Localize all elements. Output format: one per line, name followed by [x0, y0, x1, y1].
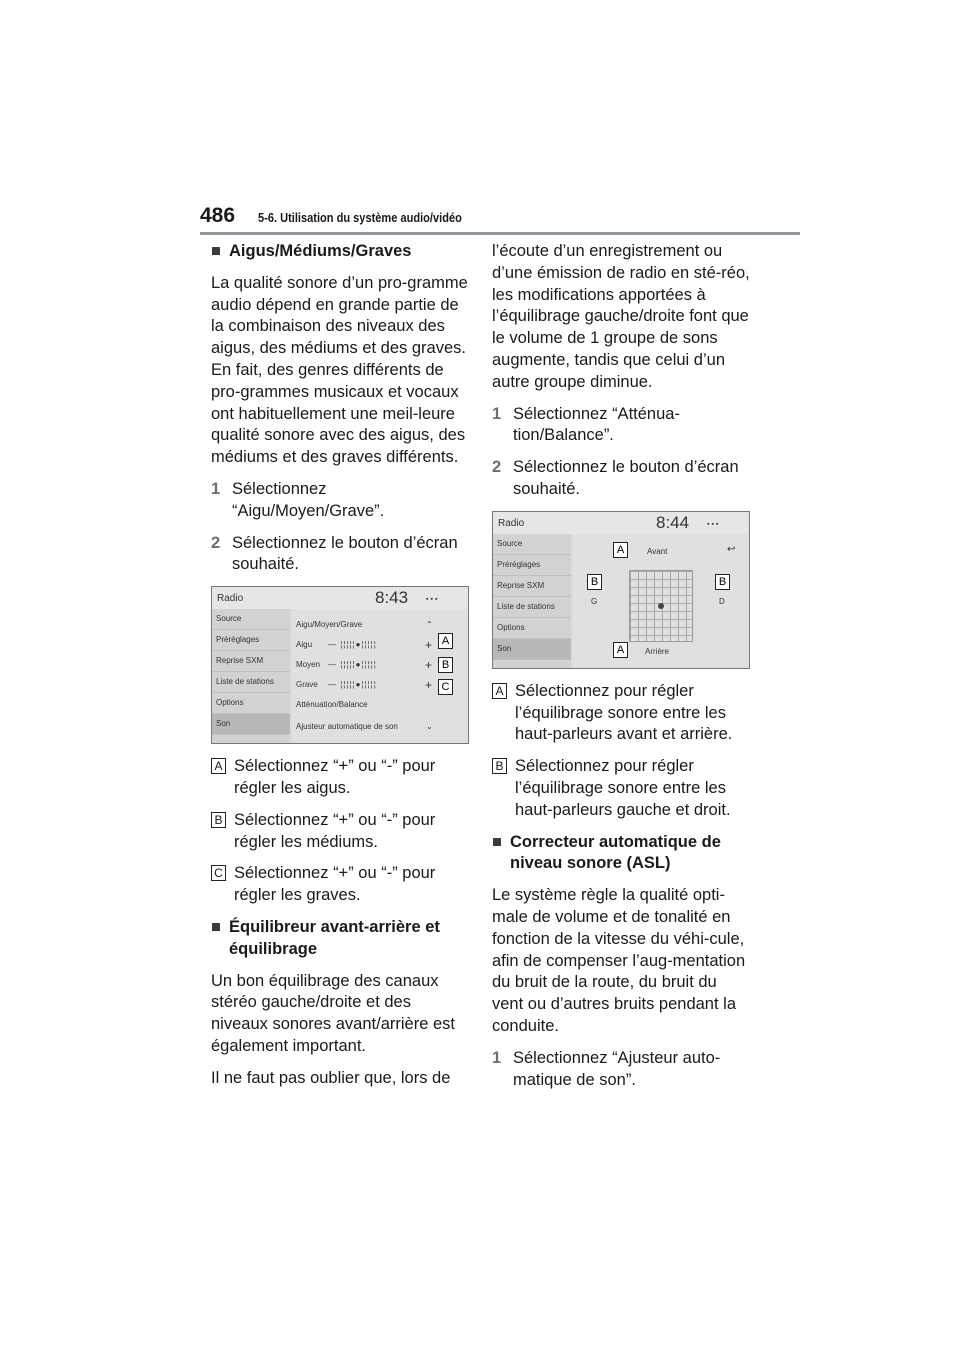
menu-sxm-replay[interactable]: Reprise SXM	[493, 576, 571, 597]
step: 1 Sélectionnez “Atténua-tion/Balance”.	[492, 404, 680, 445]
legend-item-a: A Sélectionnez pour régler l’équilibrage sonore entre les haut-parleurs avant et arrière.	[492, 681, 750, 746]
menu-sound[interactable]: Son	[212, 714, 290, 735]
menu-presets[interactable]: Préréglages	[493, 555, 571, 576]
rear-button[interactable]: Arrière	[645, 646, 670, 656]
callout-a: A	[613, 642, 628, 658]
row-header: Aigu/Moyen/Grave ⌃	[296, 615, 464, 635]
legend-item-b: B Sélectionnez pour régler l’équilibrage sonore entre les haut-parleurs gauche et droit.	[492, 756, 750, 821]
status-icons: ▪▪▪	[426, 596, 440, 604]
callout-a: A	[613, 542, 628, 558]
row-asl[interactable]: Ajusteur automatique de son ⌄	[296, 717, 464, 737]
screen-fader-balance	[492, 511, 750, 669]
screen-sidebar	[212, 609, 290, 743]
screen-topbar	[212, 587, 468, 609]
screen-main	[573, 534, 749, 668]
menu-sound[interactable]: Son	[493, 639, 571, 660]
header-rule	[200, 232, 800, 235]
screen-clock: 8:43	[375, 588, 409, 608]
page-number: 486	[200, 204, 236, 227]
menu-options[interactable]: Options	[212, 693, 290, 714]
front-button[interactable]: Avant	[647, 546, 668, 556]
balance-grid[interactable]	[629, 570, 693, 642]
chevron-up-icon: ⌃	[426, 620, 433, 630]
row-bass[interactable]: Grave — ¦¦¦¦¦●¦¦¦¦¦ +	[296, 675, 464, 695]
step: 1 Sélectionnez “Ajusteur auto-matique de son”.	[492, 1048, 721, 1089]
menu-sxm-replay[interactable]: Reprise SXM	[212, 651, 290, 672]
square-bullet-icon: ■	[211, 917, 221, 936]
paragraph: Un bon équilibrage des canaux stéréo gauche/droite et des niveaux sonores avant/arrière est également important.	[211, 971, 455, 1055]
screen-title: Radio	[498, 517, 525, 529]
right-column	[492, 241, 750, 1101]
callout-b: B	[715, 574, 730, 590]
callout-b: B	[587, 574, 602, 590]
legend-item-b: B Sélectionnez “+” ou “-” pour régler les médiums.	[211, 810, 469, 854]
menu-source[interactable]: Source	[493, 534, 571, 555]
menu-source[interactable]: Source	[212, 609, 290, 630]
chevron-down-icon: ⌄	[426, 722, 433, 732]
heading-asl: ■ Correcteur automatique de niveau sonore (ASL)	[492, 832, 750, 876]
menu-station-list[interactable]: Liste de stations	[493, 597, 571, 618]
menu-station-list[interactable]: Liste de stations	[212, 672, 290, 693]
balance-point[interactable]	[658, 603, 664, 609]
callout-a: A	[438, 633, 453, 649]
square-bullet-icon: ■	[492, 832, 502, 851]
row-treble[interactable]: Aigu — ¦¦¦¦¦●¦¦¦¦¦ +	[296, 635, 464, 655]
left-button[interactable]: G	[591, 596, 598, 606]
screen-clock: 8:44	[656, 512, 690, 532]
callout-b: B	[438, 657, 453, 673]
right-button[interactable]: D	[719, 596, 725, 606]
square-bullet-icon: ■	[211, 242, 221, 260]
plus-icon: +	[425, 638, 433, 653]
step: 2 Sélectionnez le bouton d’écran souhaité.	[211, 533, 458, 574]
screen-main	[292, 609, 468, 743]
step: 1 Sélectionnez “Aigu/Moyen/Grave”.	[211, 479, 385, 520]
screen-topbar	[493, 512, 749, 534]
callout-c: C	[438, 679, 453, 695]
legend-item-a: A Sélectionnez “+” ou “-” pour régler les aigus.	[211, 756, 469, 800]
page-header	[200, 200, 800, 234]
left-column	[211, 241, 469, 1100]
section-title: 5-6. Utilisation du système audio/vidéo	[258, 210, 462, 225]
legend-item-c: C Sélectionnez “+” ou “-” pour régler les graves.	[211, 863, 469, 907]
menu-options[interactable]: Options	[493, 618, 571, 639]
heading-treble-mid-bass: ■ Aigus/Médiums/Graves	[211, 241, 469, 263]
paragraph: La qualité sonore d’un pro-gramme audio dépend en grande partie de la combinaison des niveaux des aigus, des médiums et des graves. En fait, des genres différents de pro-grammes musicaux et vocaux ont habituellement une meil-leure qualité sonore avec des aigus, des médiums et des graves différents.	[211, 273, 468, 467]
screen-title: Radio	[217, 593, 244, 605]
heading-fader-balance: ■ Équilibreur avant-arrière et équilibrage	[211, 917, 469, 961]
plus-icon: +	[425, 678, 433, 693]
paragraph: l’écoute d’un enregistrement ou d’une émission de radio en sté-réo, les modifications apportées à l’équilibrage gauche/droite font que le volume de 1 groupe de sons augmente, tandis que celui d’un autre groupe diminue.	[492, 242, 750, 391]
paragraph: Il ne faut pas oublier que, lors de	[211, 1068, 451, 1087]
back-icon[interactable]: ↩	[727, 543, 736, 555]
menu-presets[interactable]: Préréglages	[212, 630, 290, 651]
row-fader-balance[interactable]: Atténuation/Balance	[296, 700, 368, 710]
screen-sidebar	[493, 534, 571, 668]
paragraph: Le système règle la qualité opti-male de volume et de tonalité en fonction de la vitesse du véhi-cule, afin de compenser l’aug-mentation du bruit de la route, du bruit du vent ou d’autres bruits pendant la conduite.	[492, 886, 746, 1035]
step: 2 Sélectionnez le bouton d’écran souhaité.	[492, 458, 739, 498]
plus-icon: +	[425, 658, 433, 673]
status-icons: ▪▪▪	[707, 520, 721, 528]
screen-treble-mid-bass	[211, 586, 469, 744]
row-mid[interactable]: Moyen — ¦¦¦¦¦●¦¦¦¦¦ +	[296, 655, 464, 675]
